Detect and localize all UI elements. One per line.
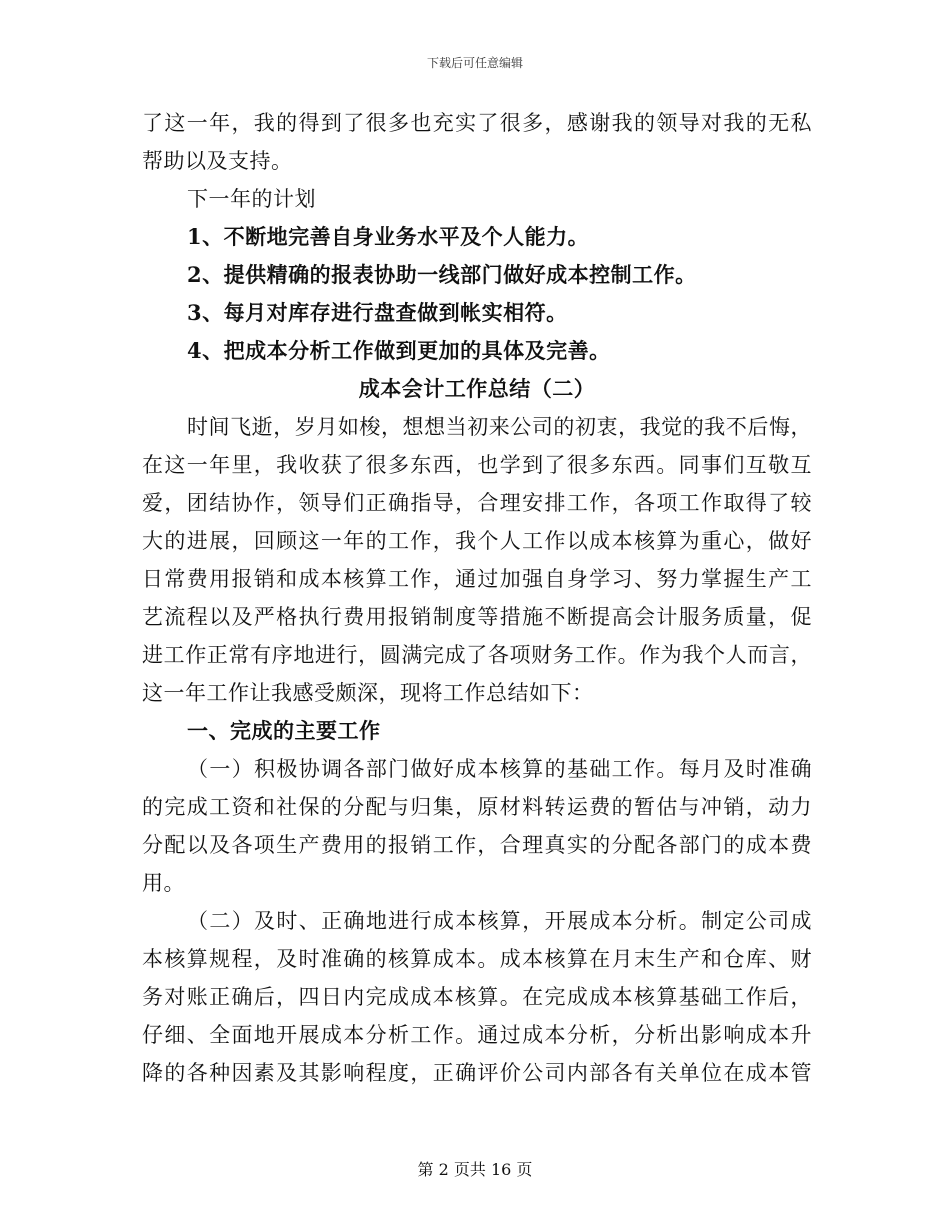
- text-line: 大的进展，回顾这一年的工作，我个人工作以成本核算为重心，做好: [142, 529, 812, 553]
- text-line: 爱，团结协作，领导们正确指导，合理安排工作，各项工作取得了较: [142, 491, 812, 515]
- text-line: 进工作正常有序地进行，圆满完成了各项财务工作。作为我个人而言，: [142, 643, 812, 667]
- text-line: 用。: [142, 871, 185, 895]
- page-header: 下载后可任意编辑: [426, 56, 523, 70]
- text-line: 日常费用报销和成本核算工作，通过加强自身学习、努力掌握生产工: [142, 567, 812, 591]
- text-line: 在这一年里，我收获了很多东西，也学到了很多东西。同事们互敬互: [142, 453, 812, 477]
- plan-item: 1、不断地完善自身业务水平及个人能力。: [187, 224, 590, 249]
- text-line: （一）积极协调各部门做好成本核算的基础工作。每月及时准确: [187, 757, 812, 781]
- text-line: 时间飞逝，岁月如梭，想想当初来公司的初衷，我觉的我不后悔，: [187, 415, 812, 439]
- section-title: 成本会计工作总结（二）: [358, 376, 596, 401]
- plan-heading: 下一年的计划: [187, 187, 316, 211]
- text-line: 降的各种因素及其影响程度，正确评价公司内部各有关单位在成本管: [142, 1061, 812, 1085]
- text-line: 本核算规程，及时准确的核算成本。成本核算在月末生产和仓库、财: [142, 947, 812, 971]
- text-line: 务对账正确后，四日内完成成本核算。在完成成本核算基础工作后，: [142, 985, 812, 1009]
- text-line: 这一年工作让我感受颇深，现将工作总结如下：: [142, 681, 594, 705]
- text-line: （二）及时、正确地进行成本核算，开展成本分析。制定公司成: [187, 909, 812, 933]
- text-line: 了这一年，我的得到了很多也充实了很多，感谢我的领导对我的无私: [142, 111, 812, 135]
- text-line: 艺流程以及严格执行费用报销制度等措施不断提高会计服务质量，促: [142, 605, 812, 629]
- plan-item: 4、把成本分析工作做到更加的具体及完善。: [187, 338, 611, 363]
- page-footer: 第 2 页共 16 页: [417, 1160, 533, 1179]
- section-heading: 一、完成的主要工作: [187, 718, 381, 743]
- text-line: 帮助以及支持。: [142, 149, 293, 173]
- text-line: 的完成工资和社保的分配与归集，原材料转运费的暂估与冲销，动力: [142, 795, 812, 819]
- text-line: 分配以及各项生产费用的报销工作，合理真实的分配各部门的成本费: [142, 833, 812, 857]
- document-body: [142, 104, 812, 1092]
- text-line: 仔细、全面地开展成本分析工作。通过成本分析，分析出影响成本升: [142, 1023, 812, 1047]
- plan-item: 3、每月对库存进行盘查做到帐实相符。: [187, 300, 568, 325]
- plan-item: 2、提供精确的报表协助一线部门做好成本控制工作。: [187, 262, 697, 287]
